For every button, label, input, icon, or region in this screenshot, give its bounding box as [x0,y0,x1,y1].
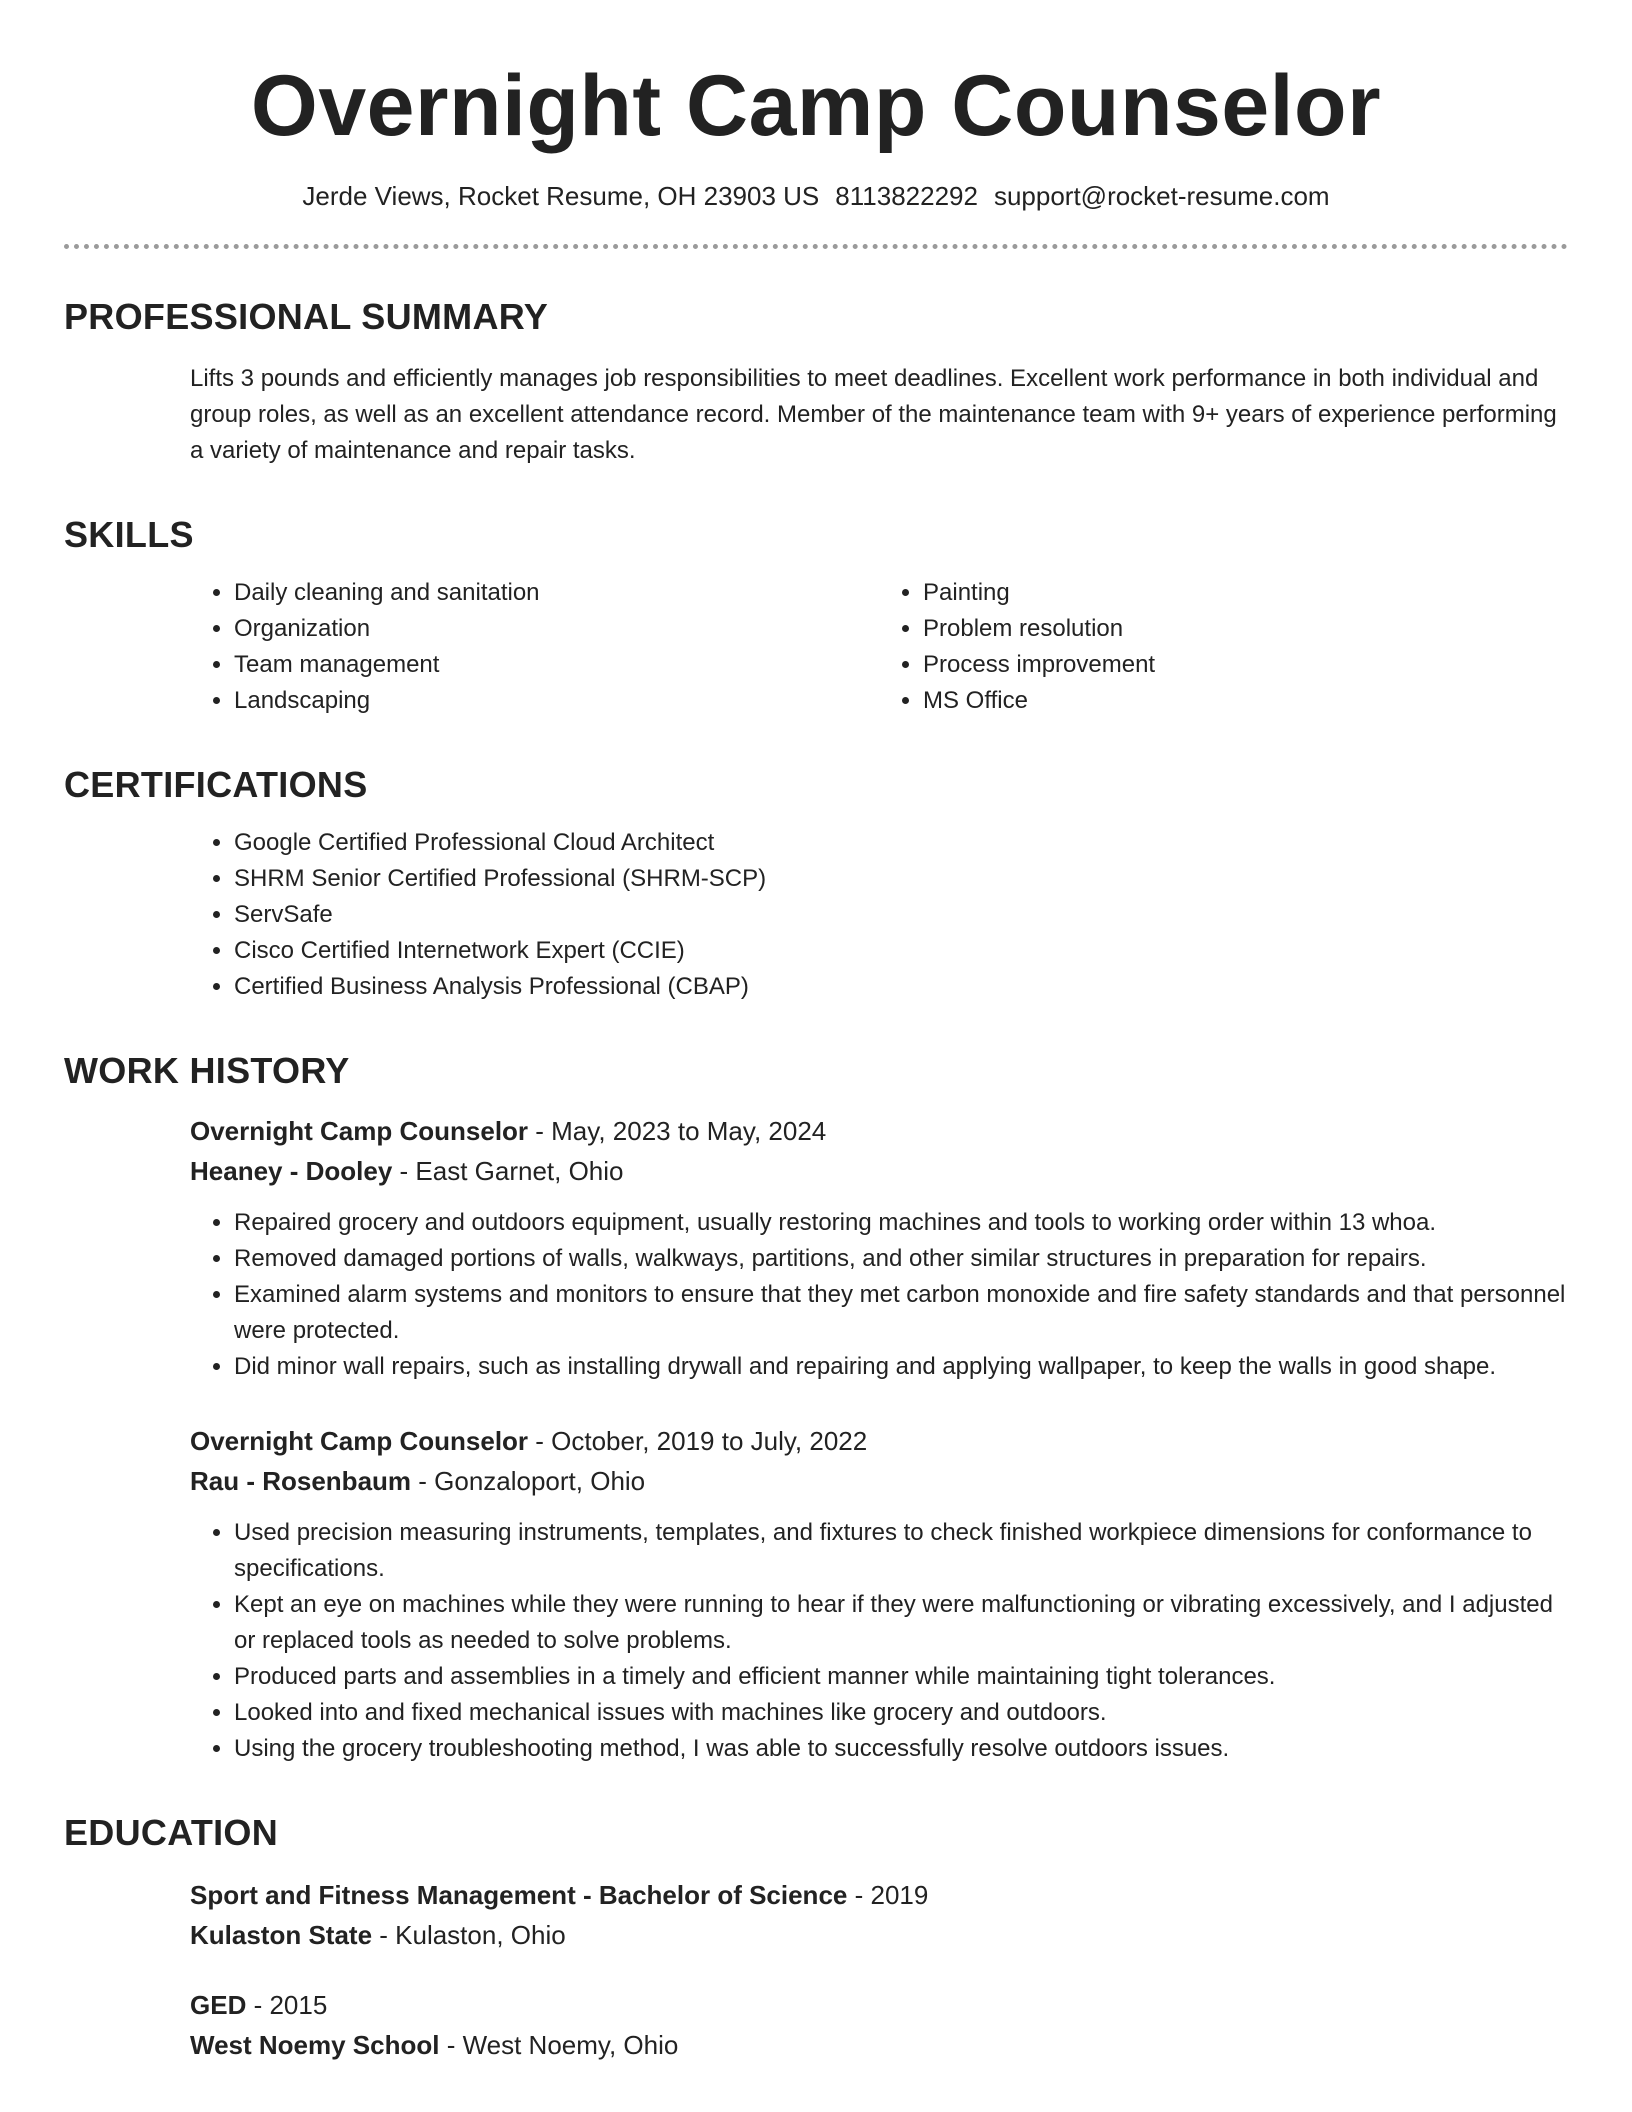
job-company-line [190,1461,1568,1501]
skills-list-right [879,575,1568,719]
summary-heading: PROFESSIONAL SUMMARY [64,296,549,337]
certifications-list [190,825,1568,1005]
job-bullets [190,1205,1568,1385]
list-item: • Organization [234,611,879,647]
work-history-heading: WORK HISTORY [64,1050,350,1091]
school-location: - Kulaston, Ohio [372,1920,566,1950]
job-entry [190,1111,1568,1385]
job-location: - East Garnet, Ohio [392,1156,624,1186]
education-entry [190,1875,1568,1955]
certifications-section [64,763,1568,1005]
degree-year: - 2019 [847,1880,929,1910]
education-heading: EDUCATION [64,1812,279,1853]
certifications-block [190,825,1568,1005]
skills-section [64,513,1568,719]
school: Kulaston State [190,1920,373,1950]
list-item: • Cisco Certified Internetwork Expert (CCIE) [234,933,1568,969]
skills-columns [190,575,1568,719]
list-item: • Did minor wall repairs, such as installing drywall and repairing and applying wallpaper, to keep the walls in good shape. [234,1349,1568,1385]
list-item: • Painting [923,575,1568,611]
school-line [190,2025,1568,2065]
job-dates: - October, 2019 to July, 2022 [528,1426,868,1456]
skills-heading: SKILLS [64,514,194,555]
list-item: • SHRM Senior Certified Professional (SHRM-SCP) [234,861,1568,897]
job-company: Rau - Rosenbaum [190,1466,412,1496]
degree-year: - 2015 [246,1990,328,2020]
school-location: - West Noemy, Ohio [439,2030,679,2060]
job-company-line [190,1151,1568,1191]
contact-email[interactable]: support@rocket-resume.com [993,181,1330,211]
list-item: • Process improvement [923,647,1568,683]
list-item: • ServSafe [234,897,1568,933]
list-item: • Landscaping [234,683,879,719]
job-company: Heaney - Dooley [190,1156,393,1186]
list-item: • Certified Business Analysis Professional (CBAP) [234,969,1568,1005]
list-item: • Removed damaged portions of walls, walkways, partitions, and other similar structures in preparation for repairs. [234,1241,1568,1277]
education-section [64,1811,1568,2065]
degree: Sport and Fitness Management - Bachelor of Science [190,1880,848,1910]
summary-section [64,295,1568,469]
contact-line [64,178,1568,214]
certifications-heading: CERTIFICATIONS [64,764,368,805]
list-item: • Google Certified Professional Cloud Architect [234,825,1568,861]
list-item: • Problem resolution [923,611,1568,647]
list-item: • Produced parts and assemblies in a timely and efficient manner while maintaining tight tolerances. [234,1659,1568,1695]
list-item: • Looked into and fixed mechanical issues with machines like grocery and outdoors. [234,1695,1568,1731]
education-entry [190,1985,1568,2065]
summary-text: Lifts 3 pounds and efficiently manages job responsibilities to meet deadlines. Excellent work performance in both individual and group roles, as well as an excellent attendance record. Member of the maintenance team with 9+ years of experience performing a variety of maintenance and repair tasks. [190,365,1557,464]
list-item: • Kept an eye on machines while they were running to hear if they were malfunctioning or vibrating excessively, and I adjusted or replaced tools as needed to solve problems. [234,1587,1568,1659]
contact-phone: 8113822292 [835,181,978,211]
school: West Noemy School [190,2030,440,2060]
job-title-line [190,1111,1568,1151]
list-item: • Using the grocery troubleshooting method, I was able to successfully resolve outdoors issues. [234,1731,1568,1767]
list-item: • Used precision measuring instruments, templates, and fixtures to check finished workpiece dimensions for conformance to specifications. [234,1515,1568,1587]
list-item: • Daily cleaning and sanitation [234,575,879,611]
work-history-section [64,1049,1568,1767]
job-dates: - May, 2023 to May, 2024 [528,1116,827,1146]
degree: GED [190,1990,247,2020]
job-entry [190,1421,1568,1767]
job-location: - Gonzaloport, Ohio [411,1466,646,1496]
job-title: Overnight Camp Counselor [190,1116,529,1146]
contact-address: Jerde Views, Rocket Resume, OH 23903 US [302,181,820,211]
list-item: • Team management [234,647,879,683]
degree-line [190,1875,1568,1915]
list-item: • Examined alarm systems and monitors to ensure that they met carbon monoxide and fire safety standards and that personnel were protected. [234,1277,1568,1349]
job-title-line [190,1421,1568,1461]
degree-line [190,1985,1568,2025]
school-line [190,1915,1568,1955]
skills-list-left [190,575,879,719]
job-title: Overnight Camp Counselor [190,1426,529,1456]
candidate-name: Overnight Camp Counselor [250,58,1382,154]
list-item: • MS Office [923,683,1568,719]
header-divider [64,244,1568,249]
list-item: • Repaired grocery and outdoors equipment, usually restoring machines and tools to working order within 13 whoa. [234,1205,1568,1241]
job-bullets [190,1515,1568,1767]
